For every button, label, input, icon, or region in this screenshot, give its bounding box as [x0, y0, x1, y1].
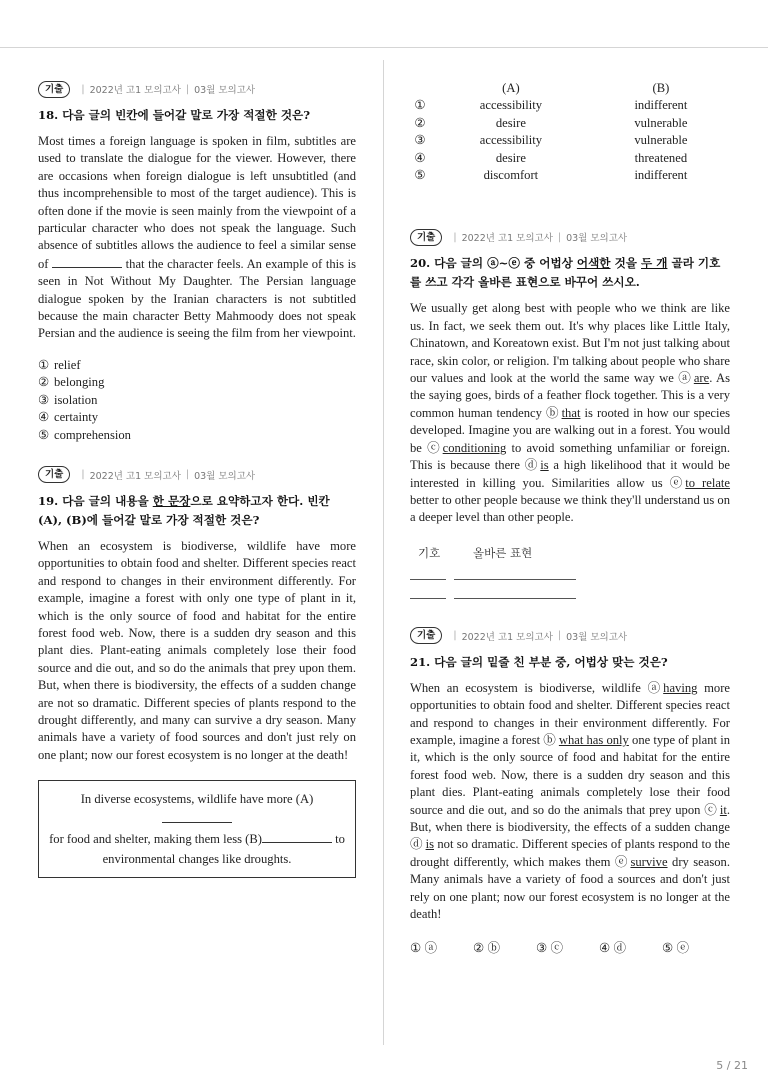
exam-tag: 기출: [410, 627, 442, 644]
exam-month: 03월 모의고사: [566, 233, 628, 245]
choice-row[interactable]: ⑤ discomfort indifferent: [414, 168, 688, 183]
question-20: [410, 228, 730, 598]
exam-month: 03월 모의고사: [194, 85, 256, 96]
choice-row[interactable]: ② desire vulnerable: [414, 115, 688, 130]
answer-line[interactable]: [410, 586, 730, 599]
exam-year: 2022년 고1 모의고사: [461, 631, 553, 643]
exam-tag: 기출: [38, 81, 70, 98]
question-18: [38, 80, 356, 444]
summary-box: In diverse ecosystems, wildlife have more (A) for food and shelter, making them less (B) to environmental changes like droughts.: [38, 780, 356, 878]
column-divider: [383, 60, 384, 1045]
choice[interactable]: ② ⓑ: [473, 941, 501, 956]
choice[interactable]: ③ ⓒ: [536, 941, 564, 956]
q19-answer-table: [410, 80, 730, 184]
passage: When an ecosystem is biodiverse, wildlife have more opportunities to obtain food and shelter. Different species react and respond to changes in their environment differently. For example, imagine a forest with only one type of plant in it, which is the only source of food and habitat for the entire forest food web. Now, there is a sudden dry season and this plant dies. Plant-eating animals completely lose their food source and die out, and so do the animals that prey upon them. But, when there is biodiversity, the effects of a sudden change are not so dramatic. Different species of plants respond to the drought differently, and many can survive a dry season. Many animals have a variety of food sources and don't just rely on one plant; now our forest ecosystem is no longer at the death!: [38, 538, 356, 762]
exam-year: 2022년 고1 모의고사: [89, 470, 181, 482]
question-title: 18. 다음 글의 빈칸에 들어갈 말로 가장 적절한 것은?: [38, 108, 311, 122]
exam-year: 2022년 고1 모의고사: [89, 85, 181, 96]
choice[interactable]: ③ isolation: [38, 392, 98, 407]
source-tag-row: 기출 | 2022년 고1 모의고사 | 03월 모의고사: [410, 627, 730, 645]
choice[interactable]: ① relief: [38, 357, 81, 372]
choice-list: [38, 357, 356, 444]
question-19: [38, 466, 356, 878]
column-header-b: (B): [652, 81, 670, 95]
question-title: 21. 다음 글의 밑줄 친 부분 중, 어법상 맞는 것은?: [410, 654, 668, 669]
answer-form: [410, 545, 730, 599]
symbol-header: 기호: [418, 545, 441, 560]
answer-blank: [52, 255, 122, 268]
column-header-a: (A): [502, 81, 520, 95]
choice[interactable]: ① ⓐ: [410, 941, 438, 956]
source-tag-row: 기출 | 2022년 고1 모의고사 | 03월 모의고사: [410, 228, 730, 246]
exam-month: 03월 모의고사: [566, 631, 628, 643]
header-rule: [0, 47, 768, 48]
choice-row[interactable]: ① accessibility indifferent: [414, 98, 688, 113]
passage: We usually get along best with people who we think are like us. In fact, we seek them out. It's why places like Little Italy, Chinatown, and Koreatown exist. But I'm not just talking about race, skin color, or religion. I'm talking about people who share our values and look at the world the same way we ⓐ are. As the saying goes, birds of a feather flock together. This is a very common human tendency ⓑ that is rooted in how our species developed. Imagine you are walking out in a forest. You would be ⓒ conditioning to avoid something unfamiliar or foreign. This is because there ⓓ is a high likelihood that it would be interested in killing you. Similarities allow us ⓔ to relate better to other people because we think they'll understand us on a deeper level than other people.: [410, 301, 731, 525]
left-column: [38, 80, 356, 878]
answer-line[interactable]: [410, 567, 730, 580]
blank-b: [262, 830, 332, 843]
exam-tag: 기출: [38, 466, 70, 483]
source-tag-row: 기출 | 2022년 고1 모의고사 | 03월 모의고사: [38, 466, 356, 484]
choice[interactable]: ⑤ ⓔ: [662, 941, 690, 956]
exam-tag: 기출: [410, 229, 442, 246]
choice[interactable]: ④ certainty: [38, 410, 99, 425]
correct-header: 올바른 표현: [473, 545, 533, 560]
choice[interactable]: ② belonging: [38, 375, 105, 390]
exam-year: 2022년 고1 모의고사: [461, 233, 553, 245]
passage: Most times a foreign language is spoken in film, subtitles are used to translate the dialogue for the viewer. However, there are occasions when foreign dialogue is left unsubtitled (and thus incomprehensible to most of the target audience). This is often done if the movie is seen mainly from the viewpoint of a particular character who does not speak the language. Such absence of subtitles allows the audience to feel a similar sense of that the character feels. An example of this is seen in Not Without My Daughter. The Persian language dialogue spoken by the Iranian characters is not subtitled because the main character Betty Mahmoody does not speak Persian and the audience is seeing the film from her viewpoint.: [38, 134, 356, 341]
source-tag-row: 기출 | 2022년 고1 모의고사 | 03월 모의고사: [38, 80, 356, 98]
blank-a: [162, 810, 232, 823]
page-number: 5 / 21: [716, 1059, 748, 1072]
choice[interactable]: ⑤ comprehension: [38, 427, 131, 442]
question-title: 20. 다음 글의 ⓐ~ⓔ 중 어법상 어색한 것을 두 개 골라 기호를 쓰고 각각 올바른 표현으로 바꾸어 쓰시오.: [410, 256, 721, 290]
choice-list: [410, 937, 730, 956]
question-title: 19. 다음 글의 내용을 한 문장으로 요약하고자 한다. 빈칸 (A), (B)에 들어갈 말로 가장 적절한 것은?: [38, 493, 330, 527]
exam-month: 03월 모의고사: [194, 470, 256, 482]
choice[interactable]: ④ ⓓ: [599, 941, 627, 956]
choice-row[interactable]: ③ accessibility vulnerable: [414, 133, 688, 148]
right-column: [410, 80, 730, 956]
question-21: [410, 627, 730, 957]
passage: When an ecosystem is biodiverse, wildlife ⓐ having more opportunities to obtain food and shelter. Different species react and respond to changes in their environment differently. For example, imagine a forest ⓑ what has only one type of plant in it, which is the only source of food and habitat for the entire forest food web. Now, there is a sudden dry season and this plant dies. Plant-eating animals completely lose their food source and die out, and so do the animals that prey upon ⓒ it. But, when there is biodiversity, the effects of a sudden change ⓓ is not so dramatic. Different species of plants respond to the drought differently, which makes them ⓔ survive dry season. Many animals have a variety of food a sources and don't just rely on one plant; now our forest ecosystem is no longer at the death!: [410, 680, 731, 921]
choice-row[interactable]: ④ desire threatened: [414, 150, 688, 165]
